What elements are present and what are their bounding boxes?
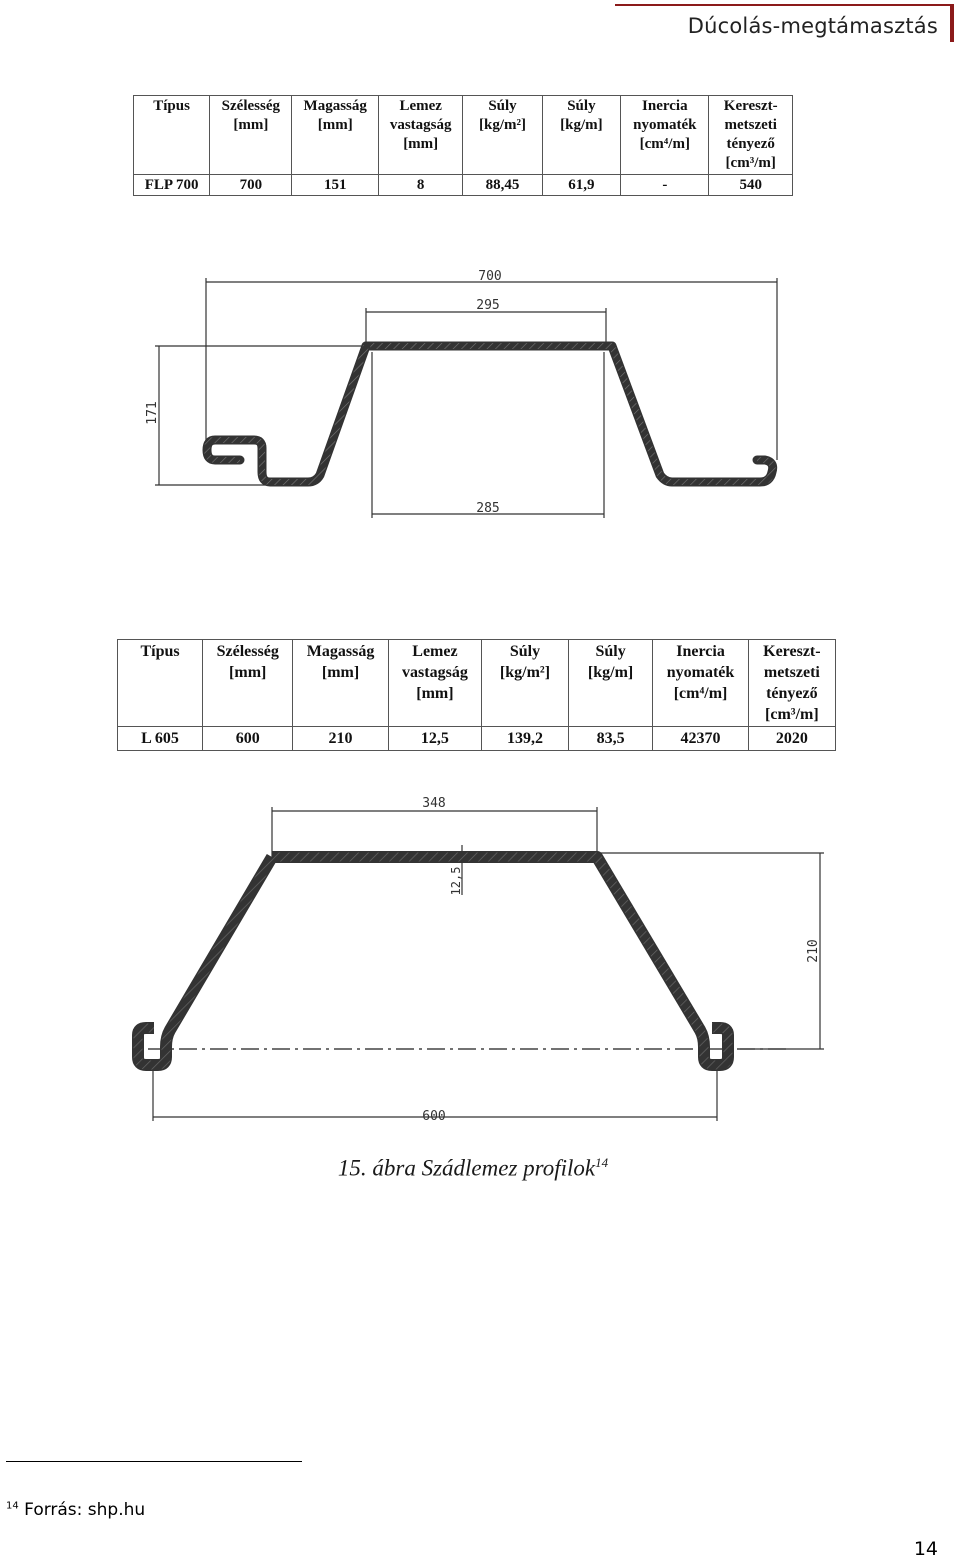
header-line: [cm³/m] [725,155,776,171]
header-line: Súly [595,643,626,660]
table-cell: 12,5 [388,727,481,751]
table-cell: 151 [292,175,378,196]
header-line: [kg/m] [587,664,634,681]
header-line: Magasság [303,98,367,114]
spec-table-flp700 [133,95,793,196]
header-line: [kg/m²] [479,117,526,133]
header-line: Típus [140,643,180,660]
col-header-inertia [653,640,748,727]
table-cell: 139,2 [482,727,569,751]
table-cell: 700 [210,175,292,196]
col-header-thickness [378,96,462,175]
header-line: Súly [509,643,541,660]
col-header-width [210,96,292,175]
header-line: tényező [766,685,818,702]
header-line: Lemez [399,98,442,114]
dim-bottom-label: 285 [476,501,500,516]
header-line: Súly [567,98,596,114]
header-line: vastagság [389,117,452,133]
header-line: [cm³/m] [765,706,819,723]
footnote-number: 14 [6,1500,19,1512]
header-line: nyomaték [633,117,697,133]
header-line: Magasság [306,643,375,660]
header-line: [kg/m²] [499,664,551,681]
header-line: [mm] [233,117,269,133]
col-header-thickness [388,640,481,727]
table-cell: 540 [709,175,793,196]
table-row [118,727,836,751]
col-header-section-modulus [748,640,835,727]
header-line: vastagság [402,664,468,681]
col-header-weight-m [568,640,653,727]
header-line: metszeti [763,664,820,681]
spec-table-l605 [117,639,836,751]
col-header-width [203,640,293,727]
dim-height-label: 171 [145,401,160,425]
table-row [134,175,793,196]
header-line: Inercia [642,98,688,114]
header-rule [615,4,954,6]
header-line: Szélesség [221,98,280,114]
table-cell: 2020 [748,727,835,751]
col-header-inertia [621,96,709,175]
col-header-type [134,96,210,175]
header-line: Kereszt- [763,643,821,660]
header-line: [mm] [229,664,267,681]
flp700-profile-drawing [0,250,960,550]
header-line: [mm] [403,136,439,152]
header-line: [mm] [317,117,353,133]
table-cell: 8 [378,175,462,196]
header-line: Típus [153,98,190,114]
col-header-height [292,96,378,175]
figure-caption [0,1155,946,1182]
table-cell: 88,45 [463,175,542,196]
dim-thickness-label: 12,5 [449,866,463,896]
dim-top-label: 295 [476,298,500,313]
l605-profile-drawing [0,785,960,1135]
header-line: metszeti [724,117,777,133]
header-line: [cm⁴/m] [639,136,690,152]
col-header-weight-m [542,96,621,175]
col-header-section-modulus [709,96,793,175]
col-header-weight-m2 [463,96,542,175]
profile-shape [207,346,773,482]
header-line: Szélesség [216,643,279,660]
page-number: 14 [913,1538,938,1560]
table-header-row [134,96,793,175]
page-header-title: Dúcolás-megtámasztás [687,14,938,38]
caption-text: 15. ábra Szádlemez profilok [337,1155,596,1181]
table-cell: 600 [203,727,293,751]
table-cell: L 605 [118,727,203,751]
caption-footnote-ref[interactable]: 14 [595,1155,609,1170]
header-line: Súly [488,98,517,114]
header-line: Inercia [676,643,725,660]
header-line: tényező [726,136,775,152]
table-cell: FLP 700 [134,175,210,196]
table-header-row [118,640,836,727]
table-cell: - [621,175,709,196]
table-cell: 210 [293,727,388,751]
header-line: [cm⁴/m] [673,685,728,702]
dim-height-label: 210 [806,939,821,963]
footnote-separator [6,1461,302,1462]
header-line: nyomaték [666,664,735,681]
col-header-height [293,640,388,727]
dim-width-label: 600 [422,1109,446,1124]
header-line: [mm] [416,685,454,702]
header-line: [kg/m] [560,117,603,133]
profile-shape [138,857,728,1065]
dim-top-label: 348 [422,796,446,811]
header-accent-bar [950,6,954,42]
table-cell: 83,5 [568,727,653,751]
header-line: [mm] [321,664,360,681]
footnote-text: Forrás: shp.hu [24,1500,146,1520]
dim-total-label: 700 [478,269,502,284]
header-line: Kereszt- [723,98,778,114]
table-cell: 61,9 [542,175,621,196]
table-cell: 42370 [653,727,748,751]
col-header-weight-m2 [482,640,569,727]
col-header-type [118,640,203,727]
footnote [6,1500,145,1520]
header-line: Lemez [412,643,458,660]
